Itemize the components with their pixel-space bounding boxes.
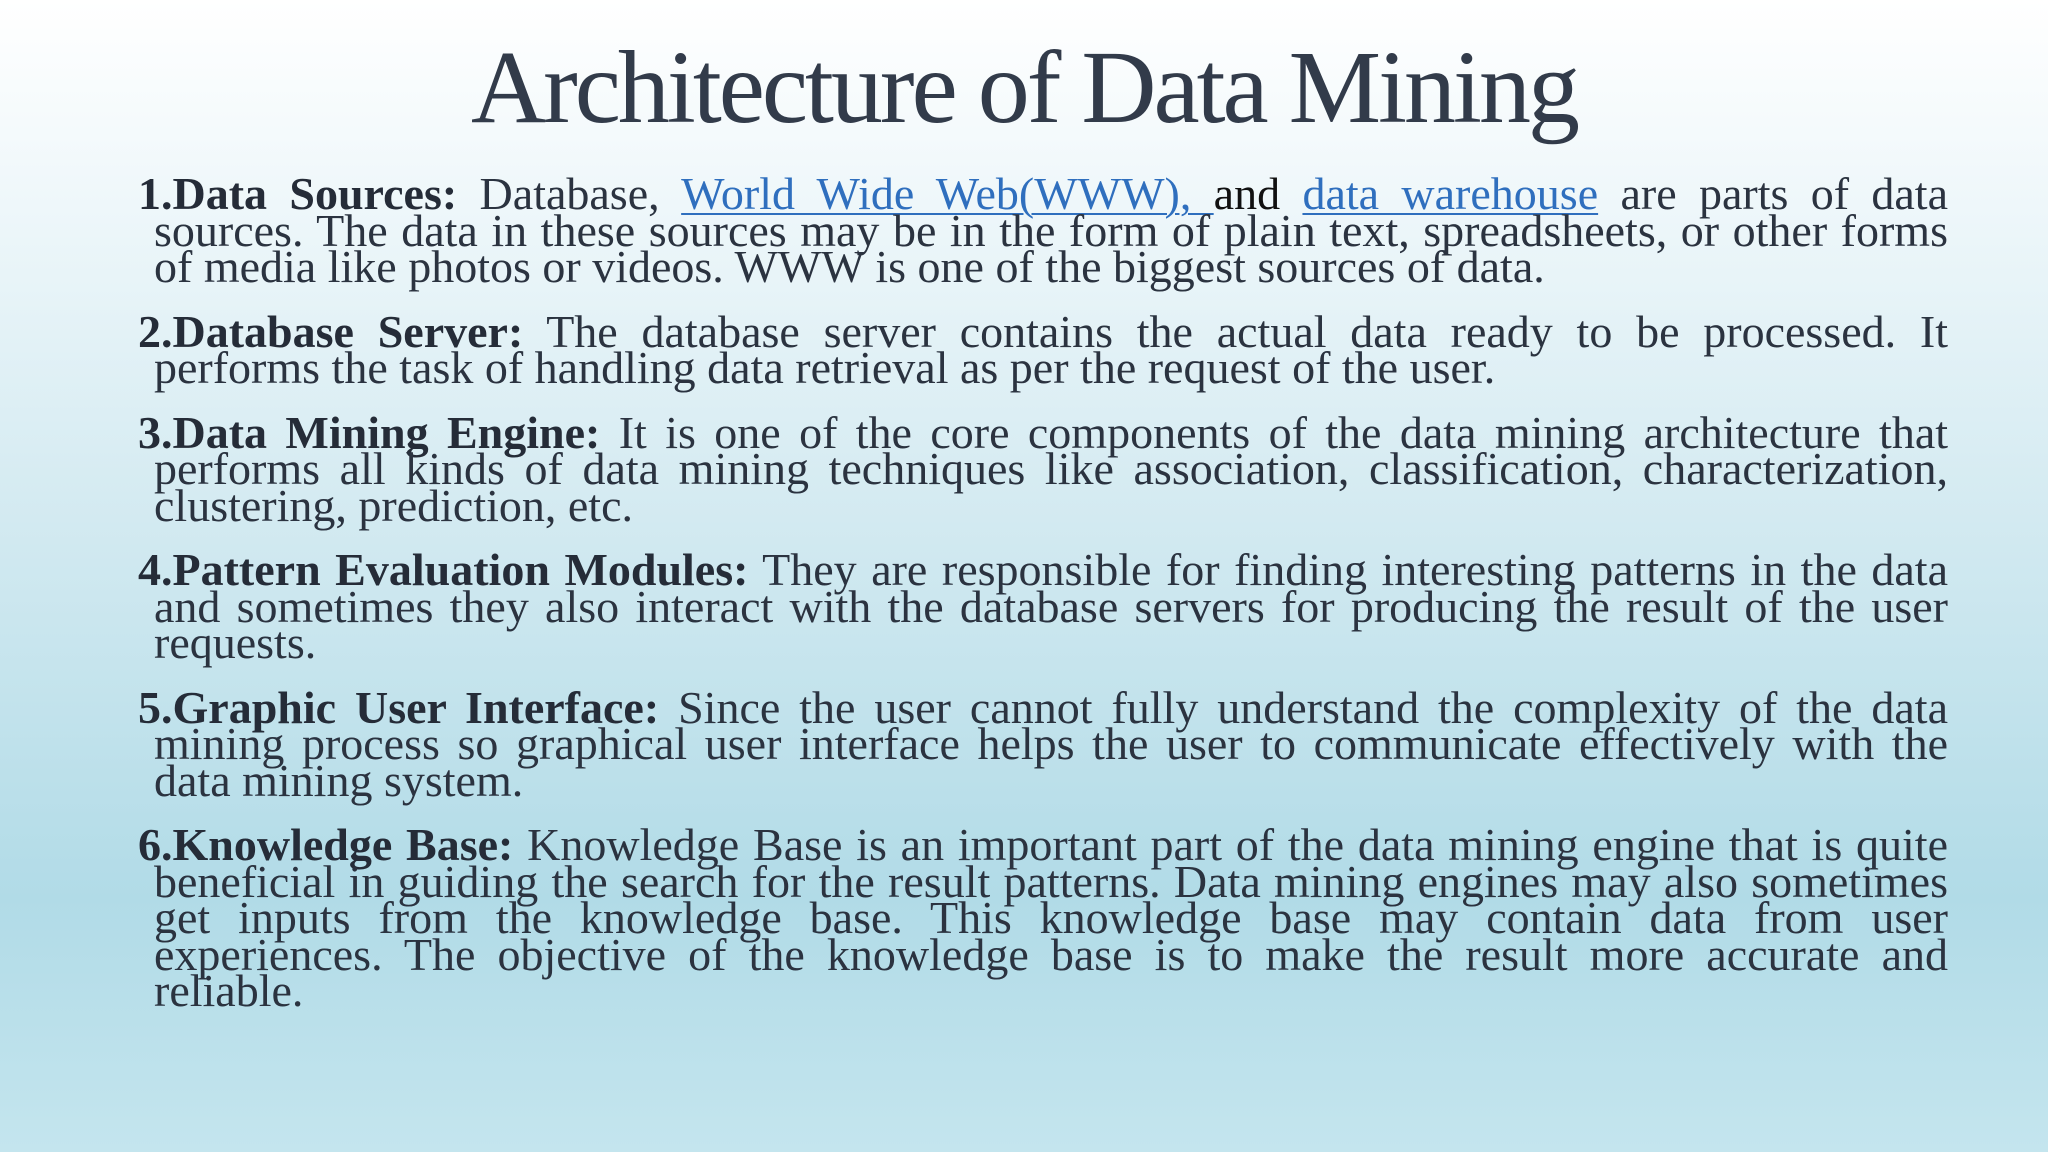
item-number: 2. bbox=[138, 305, 173, 357]
item-term: Database Server: bbox=[172, 305, 524, 357]
components-list bbox=[138, 168, 1949, 1038]
www-link[interactable]: World Wide Web(WWW), bbox=[681, 168, 1214, 219]
item-text: The database server contains the actual data ready to be processed. It performs the task of handling data retrieval as per the request of the user. bbox=[154, 305, 1948, 393]
item-number: 4. bbox=[138, 544, 173, 595]
list-item-data-sources bbox=[138, 168, 1949, 292]
list-item-graphic-user-interface bbox=[138, 681, 1949, 806]
data-warehouse-link[interactable]: data warehouse bbox=[1302, 168, 1599, 219]
list-item-database-server bbox=[138, 305, 1948, 393]
item-term: Graphic User Interface: bbox=[172, 681, 660, 733]
item-term: Data Sources: bbox=[172, 168, 458, 219]
item-number: 6. bbox=[138, 819, 173, 870]
item-text: Since the user cannot fully understand the complexity of the data mining process so graphical user interface helps the user to communicate effectively with the data mining system. bbox=[154, 681, 1949, 806]
item-number: 3. bbox=[138, 406, 173, 458]
item-text: Knowledge Base is an important part of the data mining engine that is quite beneficial in guiding the search for the result patterns. Data mining engines may also sometimes get inputs from the knowledge base. This knowledge base may contain data from user experiences. The objective of the knowledge base is to make the result more accurate and reliable. bbox=[154, 819, 1948, 1016]
list-item-data-mining-engine bbox=[138, 406, 1949, 531]
item-number: 5. bbox=[138, 681, 173, 733]
item-text: are parts of data sources. The data in these sources may be in the form of plain text, spreadsheets, or other forms of media like photos or videos. WWW is one of the biggest sources of data. bbox=[154, 168, 1949, 292]
item-number: 1. bbox=[138, 168, 173, 219]
list-item-knowledge-base bbox=[138, 819, 1948, 1016]
slide-title: Architecture of Data Mining bbox=[471, 30, 1577, 145]
item-term: Pattern Evaluation Modules: bbox=[172, 544, 749, 595]
item-connector: and bbox=[1213, 168, 1281, 219]
item-text: Database, bbox=[457, 168, 682, 219]
item-term: Knowledge Base: bbox=[172, 819, 514, 870]
item-term: Data Mining Engine: bbox=[172, 406, 601, 458]
item-text: It is one of the core components of the data mining architecture that performs all kinds of data mining techniques like association, classification, characterization, clustering, prediction, etc. bbox=[154, 406, 1949, 531]
list-item-pattern-evaluation bbox=[138, 544, 1949, 668]
item-text: They are responsible for finding interesting patterns in the data and sometimes they also interact with the database servers for producing the result of the user requests. bbox=[154, 544, 1949, 668]
